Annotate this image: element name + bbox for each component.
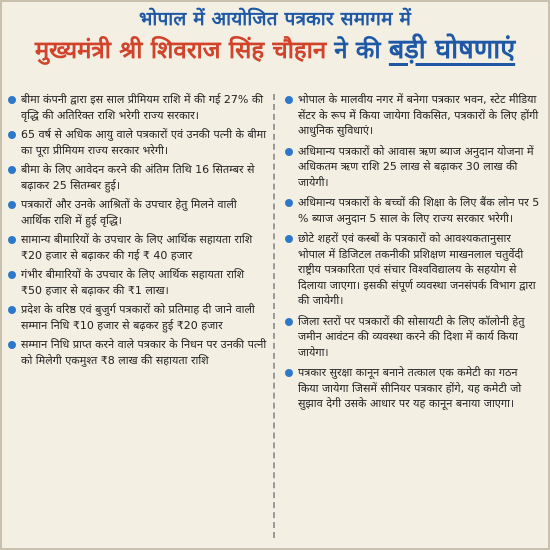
item-text: प्रदेश के वरिष्ठ एवं बुजुर्ग पत्रकारों को प्रतिमाह दी जाने वाली सम्मान निधि ₹10 हजार से बढ़कर हुई ₹20 हजार: [21, 303, 255, 332]
bullet-icon: [285, 96, 293, 104]
list-item: [6, 302, 267, 333]
list-item: [283, 314, 540, 361]
item-text: छोटे शहरों एवं कस्बों के पत्रकारों को आवश्यकतानुसार भोपाल में डिजिटल तकनीकी प्रशिक्षण माखनलाल चतुर्वेदी राष्ट्रीय पत्रकारिता एवं संचार विश्वविद्यालय के सहयोग से दिलाया जाएगा। इसकी संपूर्ण व्यवस्था जनसंपर्क विभाग द्वारा की जायेगी।: [298, 232, 536, 307]
item-text: सम्मान निधि प्राप्त करने वाले पत्रकार के निधन पर उनकी पत्नी को मिलेगी एकमुश्त ₹8 लाख की सहायता राशि: [21, 338, 267, 367]
list-item: [283, 231, 540, 309]
bullet-icon: [285, 199, 293, 207]
item-text: जिला स्तरों पर पत्रकारों की सोसायटी के लिए कॉलोनी हेतु जमीन आवंटन की व्यवस्था करने की दिशा में कार्य किया जायेगा।: [298, 314, 525, 359]
header-cm-name: मुख्यमंत्री श्री शिवराज सिंह चौहान: [34, 36, 327, 64]
item-text: गंभीर बीमारियों के उपचार के लिए आर्थिक सहायता राशि ₹50 हजार से बढ़ाकर की ₹1 लाख।: [21, 268, 245, 297]
list-item: [6, 232, 267, 263]
item-text: 65 वर्ष से अधिक आयु वाले पत्रकारों एवं उनकी पत्नी के बीमा का पूरा प्रीमियम राज्य सरकार भरेगी।: [21, 128, 267, 157]
header-connector: ने की: [334, 36, 381, 64]
list-item: [283, 365, 540, 412]
bullet-icon: [285, 235, 293, 243]
bullet-icon: [8, 341, 16, 349]
item-text: अधिमान्य पत्रकारों को आवास ऋण ब्याज अनुदान योजना में अधिकतम ऋण राशि 25 लाख से बढ़ाकर 30 लाख की जायेगी।: [298, 144, 534, 189]
item-text: बीमा कंपनी द्वारा इस साल प्रीमियम राशि में की गई 27% की वृद्धि की अतिरिक्त राशि भरेगी राज्य सरकार।: [21, 93, 264, 122]
list-item: [6, 197, 267, 228]
list-item: [6, 337, 267, 368]
bullet-icon: [8, 96, 16, 104]
bullet-icon: [8, 201, 16, 209]
header-line-1: भोपाल में आयोजित पत्रकार समागम में: [138, 8, 412, 30]
left-column: [2, 86, 273, 548]
bullet-icon: [285, 318, 293, 326]
right-column: [275, 86, 548, 548]
header-line-2: [2, 32, 548, 68]
item-text: अधिमान्य पत्रकारों के बच्चों की शिक्षा के लिए बैंक लोन पर 5 % ब्याज अनुदान 5 साल के लिए राज्य सरकार भरेगी।: [298, 196, 540, 225]
list-item: [283, 195, 540, 226]
item-text: बीमा के लिए आवेदन करने की अंतिम तिथि 16 सितम्बर से बढ़ाकर 25 सितम्बर हुई।: [21, 163, 255, 192]
list-item: [283, 144, 540, 191]
header-big-announcements: बड़ी घोषणाएं: [388, 34, 516, 65]
list-item: [6, 127, 267, 158]
bullet-icon: [8, 131, 16, 139]
bullet-icon: [285, 148, 293, 156]
item-text: पत्रकार सुरक्षा कानून बनाने तत्काल एक कमेटी का गठन किया जायेगा जिसमें सीनियर पत्रकार होंगे, यह कमेटी जो सुझाव देगी उसके आधार पर यह कानून बनाया जाएगा।: [298, 366, 522, 410]
bullet-icon: [8, 271, 16, 279]
bullet-icon: [8, 166, 16, 174]
announcement-columns: [2, 86, 548, 548]
poster-header: [2, 2, 548, 86]
bullet-icon: [8, 236, 16, 244]
bullet-icon: [285, 369, 293, 377]
list-item: [283, 92, 540, 139]
item-text: सामान्य बीमारियों के उपचार के लिए आर्थिक सहायता राशि ₹20 हजार से बढ़ाकर की गई ₹ 40 हजार: [21, 233, 253, 262]
list-item: [6, 267, 267, 298]
item-text: पत्रकारों और उनके आश्रितों के उपचार हेतु मिलने वाली आर्थिक राशि में हुई वृद्धि।: [21, 198, 237, 227]
list-item: [6, 162, 267, 193]
list-item: [6, 92, 267, 123]
item-text: भोपाल के मालवीय नगर में बनेगा पत्रकार भवन, स्टेट मीडिया सेंटर के रूप में किया जायेगा विकसित, पत्रकारों के लिए होंगी आधुनिक सुविधाएं।: [298, 93, 539, 137]
bullet-icon: [8, 306, 16, 314]
